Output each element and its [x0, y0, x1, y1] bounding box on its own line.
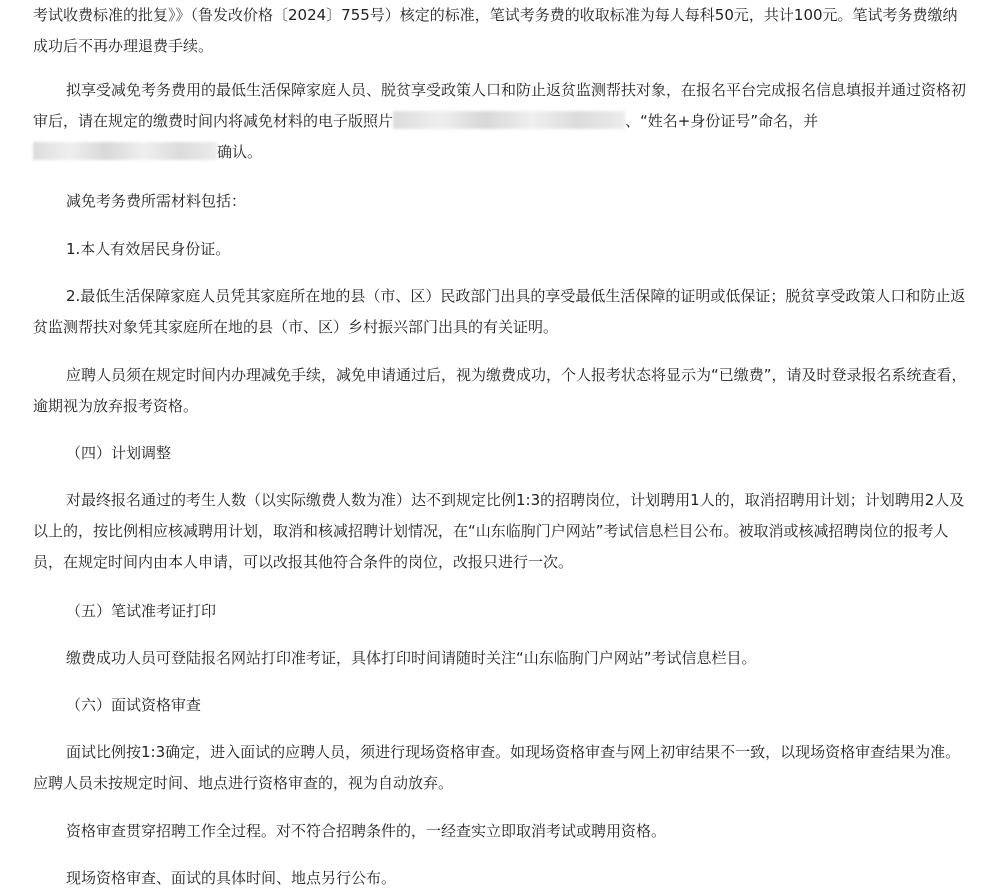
paragraph-fee-reduction-text-a: 拟享受减免考务费用的最低生活保障家庭人员、脱贫享受政策人口和防止返贫监测帮扶对象，在报名平台完成报名信息填报并通过资格初审后，请在规定的缴费时间内将减免材料的电子版照片 — [33, 81, 967, 130]
paragraph-fee-reduction — [33, 75, 968, 168]
paragraph-plan-adjustment: 对最终报名通过的考生人数（以实际缴费人数为准）达不到规定比例1:3的招聘岗位，计划聘用1人的，取消招聘用计划；计划聘用2人及以上的，按比例相应核减聘用计划，取消和核减招聘计划情况，在“山东临朐门户网站”考试信息栏目公布。被取消或核减招聘岗位的报考人员，在规定时间内由本人申请，可以改报其他符合条件的岗位，改报只进行一次。 — [33, 491, 965, 571]
paragraph-admission-ticket: 缴费成功人员可登陆报名网站打印准考证，具体打印时间请随时关注“山东临朐门户网站”考试信息栏目。 — [66, 649, 757, 667]
paragraph-reduction-procedure: 应聘人员须在规定时间内办理减免手续，减免申请通过后，视为缴费成功，个人报考状态将显示为“已缴费”，请及时登录报名系统查看，逾期视为放弃报考资格。 — [33, 366, 967, 415]
paragraph-qualification-review: 面试比例按1:3确定，进入面试的应聘人员，须进行现场资格审查。如现场资格审查与网上初审结果不一致，以现场资格审查结果为准。应聘人员未按规定时间、地点进行资格审查的，视为自动放弃。 — [33, 743, 961, 792]
paragraph-material-certificate: 2.最低生活保障家庭人员凭其家庭所在地的县（市、区）民政部门出具的享受最低生活保障的证明或低保证；脱贫享受政策人口和防止返贫监测帮扶对象凭其家庭所在地的县（市、区）乡村振兴部门出具的有关证明。 — [33, 287, 966, 336]
paragraph-fee-reduction-text-c: 确认。 — [217, 143, 263, 161]
section-heading-qualification-review: （六）面试资格审查 — [66, 696, 202, 714]
paragraph-materials-intro: 减免考务费所需材料包括： — [66, 192, 247, 210]
paragraph-fee-standard: 考试收费标准的批复》》（鲁发改价格〔2024〕755号）核定的标准，笔试考务费的收取标准为每人每科50元，共计100元。笔试考务费缴纳成功后不再办理退费手续。 — [33, 6, 958, 55]
paragraph-fee-reduction-text-b: 、“姓名+身份证号”命名，并 — [625, 112, 819, 130]
redacted-contact-blur-2 — [33, 142, 217, 160]
paragraph-time-location-notice: 现场资格审查、面试的具体时间、地点另行公布。 — [66, 869, 397, 887]
redacted-contact-blur — [393, 111, 625, 129]
section-heading-plan-adjustment: （四）计划调整 — [66, 444, 172, 462]
paragraph-review-throughout: 资格审查贯穿招聘工作全过程。对不符合招聘条件的，一经查实立即取消考试或聘用资格。 — [66, 822, 667, 840]
paragraph-material-id-card: 1.本人有效居民身份证。 — [66, 240, 231, 258]
section-heading-admission-ticket: （五）笔试准考证打印 — [66, 602, 217, 620]
